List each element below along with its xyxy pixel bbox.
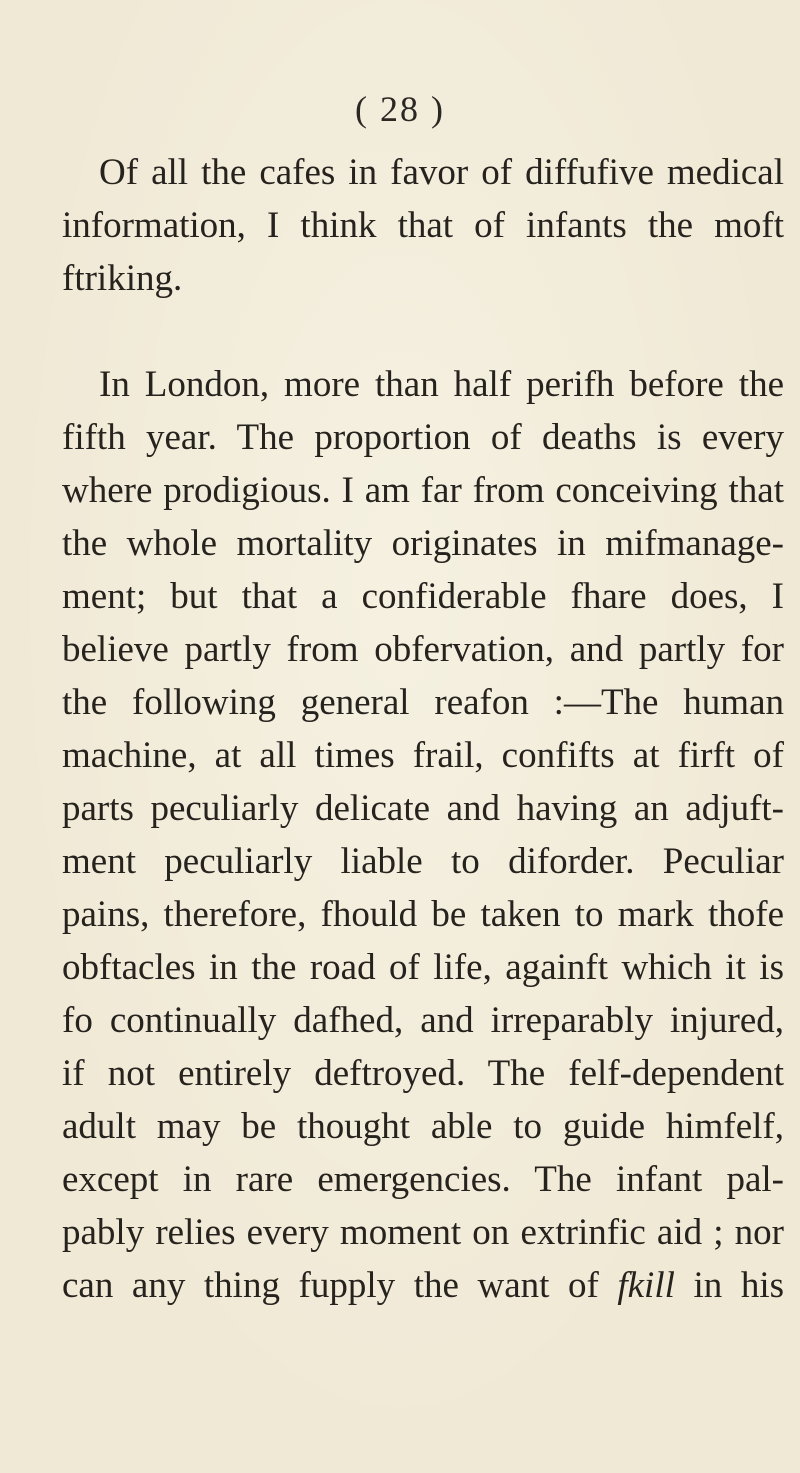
italic-word: fkill [617,1265,675,1306]
text-line: information, I think that of infants the moft [62,205,784,246]
text-line: fo continually dafhed, and irreparably injured, [62,1000,784,1041]
text-line: the whole mortality originates in mifmanage- [62,523,784,564]
page-number: ( 28 ) [355,89,445,129]
paragraph-gap [62,305,784,358]
text-line-last [62,1259,784,1312]
text-fragment: in his [674,1265,785,1306]
text-line: ftriking. [62,258,183,299]
text-fragment: can any thing fupply the want of [62,1265,618,1306]
text-line: obftacles in the road of life, againft which it is [62,947,784,988]
text-line: Of all the cafes in favor of diffufive medical [99,152,784,193]
text-line: ment peculiarly liable to diforder. Peculiar [62,841,784,882]
text-line: adult may be thought able to guide himfelf, [62,1106,784,1147]
paragraph-2 [62,358,784,1312]
text-line: fifth year. The proportion of deaths is every [62,417,784,458]
text-line: if not entirely deftroyed. The felf-dependent [62,1053,784,1094]
text-line: except in rare emergencies. The infant pal- [62,1159,784,1200]
text-line: machine, at all times frail, confifts at firft of [62,735,784,776]
text-line: pains, therefore, fhould be taken to mark thofe [62,894,784,935]
text-line: the following general reafon :—The human [62,682,784,723]
paragraph-1 [62,146,784,305]
text-line: parts peculiarly delicate and having an adjuft- [62,788,784,829]
text-line: believe partly from obfervation, and partly for [62,629,784,670]
text-line: where prodigious. I am far from conceiving that [62,470,784,511]
text-line: pably relies every moment on extrinfic aid ; nor [62,1212,784,1253]
text-line: ment; but that a confiderable fhare does, I [62,576,784,617]
body-text [62,146,784,1312]
text-line: In London, more than half perifh before the [99,364,784,405]
